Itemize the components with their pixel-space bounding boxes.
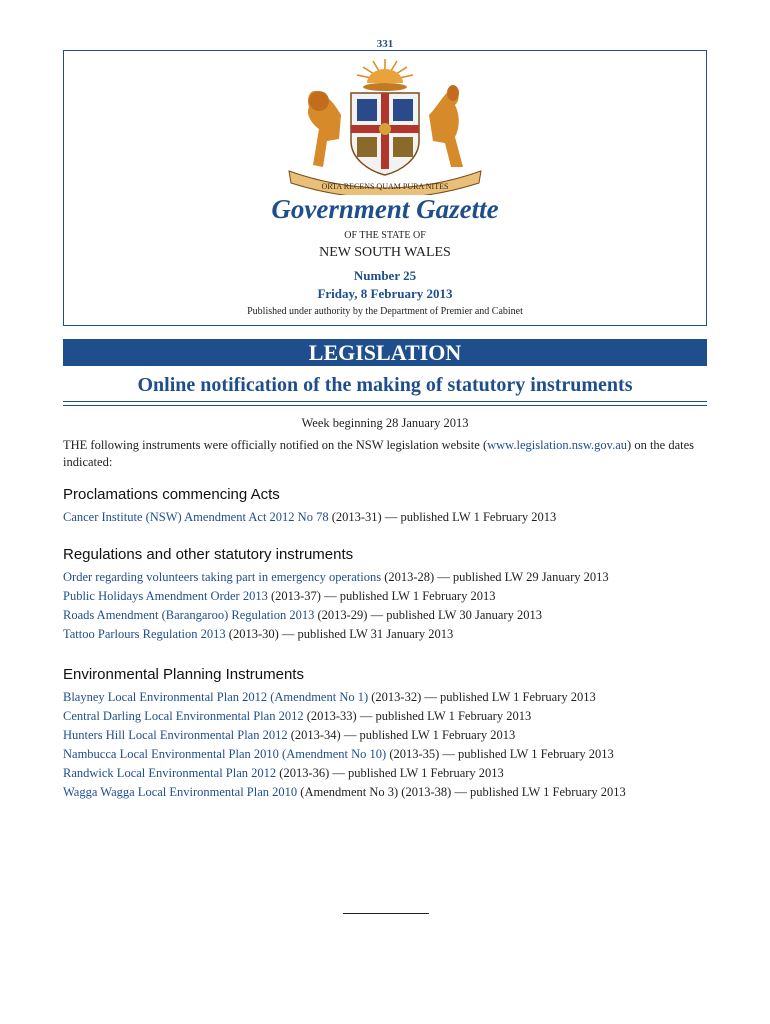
- week-beginning: Week beginning 28 January 2013: [301, 416, 469, 430]
- instrument-details: (2013-34) — published LW 1 February 2013: [287, 728, 516, 742]
- list-item: [63, 746, 713, 762]
- list-item: [63, 588, 713, 604]
- instrument-details: (2013-30) — published LW 31 January 2013: [225, 627, 454, 641]
- state-name: NEW SOUTH WALES: [319, 245, 451, 260]
- instrument-details: (2013-29) — published LW 30 January 2013: [314, 608, 542, 622]
- instrument-details: (2013-36) — published LW 1 February 2013: [276, 766, 504, 780]
- instrument-link[interactable]: Roads Amendment (Barangaroo) Regulation 2013: [63, 608, 315, 622]
- list-item: [63, 708, 713, 724]
- section-environmental-planning: [63, 666, 713, 803]
- intro-paragraph: [63, 437, 713, 471]
- instrument-details: (2013-35) — published LW 1 February 2013: [386, 747, 614, 761]
- list-item: [63, 626, 713, 642]
- section-heading: Regulations and other statutory instruments: [63, 546, 354, 563]
- section-heading: Environmental Planning Instruments: [63, 666, 304, 683]
- instrument-link[interactable]: Hunters Hill Local Environmental Plan 2012: [63, 728, 288, 742]
- list-item: [63, 569, 713, 585]
- section-heading: Proclamations commencing Acts: [63, 486, 280, 503]
- instrument-link[interactable]: Cancer Institute (NSW) Amendment Act 2012 No 78: [63, 510, 329, 524]
- issue-date: Friday, 8 February 2013: [317, 286, 453, 301]
- instrument-link[interactable]: Nambucca Local Environmental Plan 2010 (Amendment No 10): [63, 747, 387, 761]
- intro-text-before: THE following instruments were officially notified on the NSW legislation website (: [63, 438, 488, 452]
- legislation-banner: LEGISLATION: [63, 339, 707, 366]
- section-subtitle: Online notification of the making of statutory instruments: [137, 374, 633, 396]
- instrument-link[interactable]: Wagga Wagga Local Environmental Plan 2010: [63, 785, 298, 799]
- instrument-details: (2013-37) — published LW 1 February 2013: [267, 589, 496, 603]
- publication-authority: Published under authority by the Department of Premier and Cabinet: [247, 306, 523, 317]
- crest-motto: ORTA RECENS QUAM PURA NITES: [321, 182, 449, 191]
- nsw-coat-of-arms-icon: [283, 55, 487, 195]
- state-of-label: OF THE STATE OF: [344, 230, 426, 241]
- divider-rule: [63, 401, 707, 406]
- list-item: [63, 784, 713, 800]
- instrument-link[interactable]: Blayney Local Environmental Plan 2012 (Amendment No 1): [63, 690, 369, 704]
- instrument-details: (2013-32) — published LW 1 February 2013: [368, 690, 596, 704]
- list-item: [63, 689, 713, 705]
- intro-text-after: ) on the dates indicated:: [63, 438, 695, 469]
- list-item: [63, 727, 713, 743]
- list-item: [63, 509, 713, 525]
- page-number: 331: [376, 38, 394, 50]
- end-of-notice-rule: [343, 913, 429, 914]
- instrument-link[interactable]: Central Darling Local Environmental Plan 2012: [63, 709, 304, 723]
- section-proclamations: [63, 486, 713, 528]
- instrument-link[interactable]: Randwick Local Environmental Plan 2012: [63, 766, 277, 780]
- instrument-details: (2013-33) — published LW 1 February 2013: [303, 709, 532, 723]
- list-item: [63, 765, 713, 781]
- instrument-link[interactable]: Public Holidays Amendment Order 2013: [63, 589, 268, 603]
- issue-number: Number 25: [353, 268, 417, 283]
- instrument-details: (2013-31) — published LW 1 February 2013: [328, 510, 557, 524]
- gazette-title: Government Gazette: [271, 194, 499, 224]
- instrument-details: (2013-28) — published LW 29 January 2013: [381, 570, 609, 584]
- instrument-link[interactable]: Order regarding volunteers taking part in emergency operations: [63, 570, 382, 584]
- section-regulations: [63, 546, 713, 645]
- instrument-link[interactable]: Tattoo Parlours Regulation 2013: [63, 627, 226, 641]
- legislation-website-link[interactable]: www.legislation.nsw.gov.au: [487, 438, 628, 452]
- list-item: [63, 607, 713, 623]
- instrument-details: (Amendment No 3) (2013-38) — published LW 1 February 2013: [297, 785, 626, 799]
